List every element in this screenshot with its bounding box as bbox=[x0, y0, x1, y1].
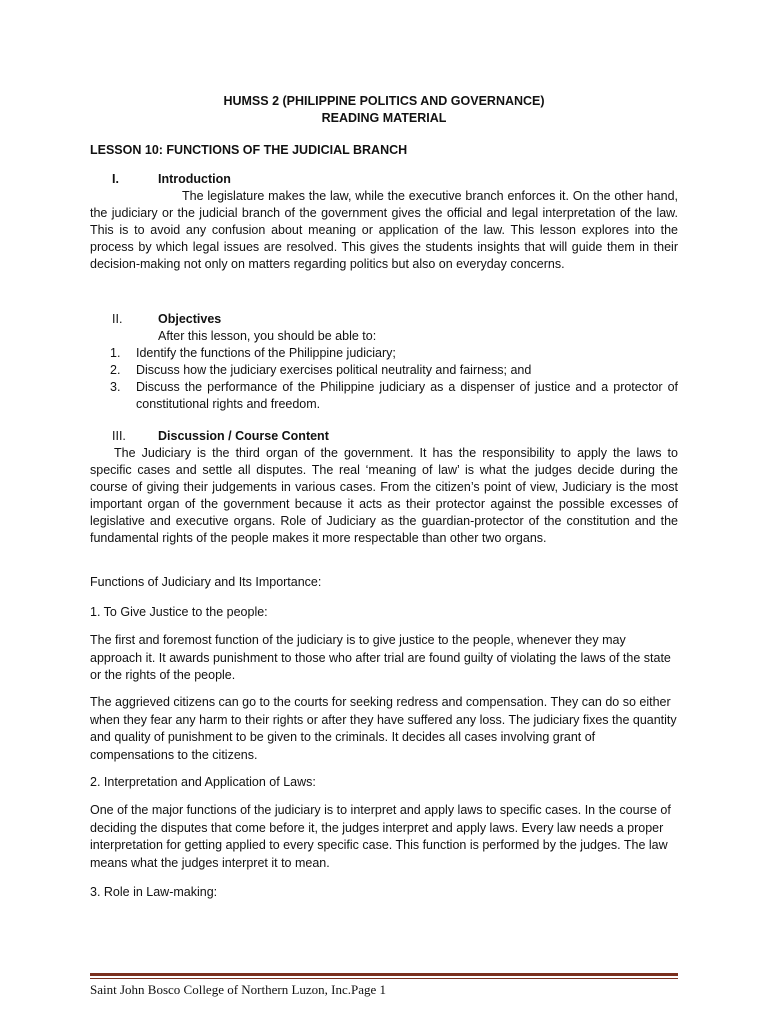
list-text: Discuss how the judiciary exercises political neutrality and fairness; and bbox=[136, 363, 532, 377]
section-number-objectives: II. bbox=[112, 312, 123, 326]
course-title: HUMSS 2 (PHILIPPINE POLITICS AND GOVERNANCE) bbox=[223, 94, 545, 108]
function-1-title: 1. To Give Justice to the people: bbox=[90, 605, 268, 619]
footer-rule bbox=[90, 973, 678, 976]
objectives-list bbox=[90, 345, 678, 413]
list-item bbox=[90, 362, 678, 379]
functions-heading: Functions of Judiciary and Its Importance: bbox=[90, 575, 322, 589]
list-number: 2. bbox=[110, 363, 121, 377]
document-heading bbox=[90, 93, 678, 127]
section-title-discussion: Discussion / Course Content bbox=[158, 429, 329, 443]
material-title: READING MATERIAL bbox=[321, 111, 447, 125]
intro-paragraph: The legislature makes the law, while the executive branch enforces it. On the other hand, the judiciary or the judicial branch of the government gives the official and legal interpretation of the law. This is to avoid any confusion about meaning or application of the law. This lesson explores into the process by which legal issues are resolved. This gives the students insights that will guide them in their decision-making not only on matters regarding politics but also on everyday concerns. bbox=[90, 189, 678, 271]
lesson-title: LESSON 10: FUNCTIONS OF THE JUDICIAL BRANCH bbox=[90, 143, 408, 157]
discussion-paragraph: The Judiciary is the third organ of the government. It has the responsibility to apply the laws to specific cases and settle all disputes. The real ‘meaning of law’ is what the judges decide during the course of giving their judgements in various cases. From the citizen’s point of view, Judiciary is the most important organ of the government because it acts as their protector against the possible excesses of legislative and executive organs. Role of Judiciary as the guardian-protector of the constitution and the fundamental rights of the people makes it more respectable than other two organs. bbox=[90, 446, 678, 545]
list-text: Discuss the performance of the Philippine judiciary as a dispenser of justice and a protector of constitutional rights and freedom. bbox=[136, 380, 678, 411]
section-number-intro: I. bbox=[112, 172, 119, 186]
function-2-paragraph-1: One of the major functions of the judiciary is to interpret and apply laws to specific cases. In the course of deciding the disputes that come before it, the judges interpret and apply laws. Every law needs a proper interpretation for getting applied to every specific case. This function is performed by the judges. The law means what the judges interpret it to mean. bbox=[90, 803, 671, 870]
objectives-intro: After this lesson, you should be able to: bbox=[158, 329, 377, 343]
function-3-title: 3. Role in Law-making: bbox=[90, 885, 218, 899]
section-title-objectives: Objectives bbox=[158, 312, 222, 326]
function-1-paragraph-1: The first and foremost function of the judiciary is to give justice to the people, whenever they may approach it. It awards punishment to those who after trial are found guilty of violating the laws of the state or the rights of the people. bbox=[90, 633, 671, 682]
list-item bbox=[90, 379, 678, 413]
page-footer: Saint John Bosco College of Northern Luzon, Inc.Page 1 bbox=[90, 982, 387, 997]
section-number-discussion: III. bbox=[112, 429, 126, 443]
list-number: 3. bbox=[110, 380, 121, 394]
function-2-title: 2. Interpretation and Application of Laws: bbox=[90, 775, 316, 789]
list-item bbox=[90, 345, 678, 362]
list-number: 1. bbox=[110, 346, 121, 360]
list-text: Identify the functions of the Philippine judiciary; bbox=[136, 346, 396, 360]
footer-rule-thin bbox=[90, 978, 678, 979]
function-1-paragraph-2: The aggrieved citizens can go to the courts for seeking redress and compensation. They can do so either when they fear any harm to their rights or after they have suffered any loss. The judiciary fixes the quantity and quality of punishment to be given to the criminals. It decides all cases involving grant of compensations to the citizens. bbox=[90, 695, 677, 762]
section-title-intro: Introduction bbox=[158, 172, 231, 186]
